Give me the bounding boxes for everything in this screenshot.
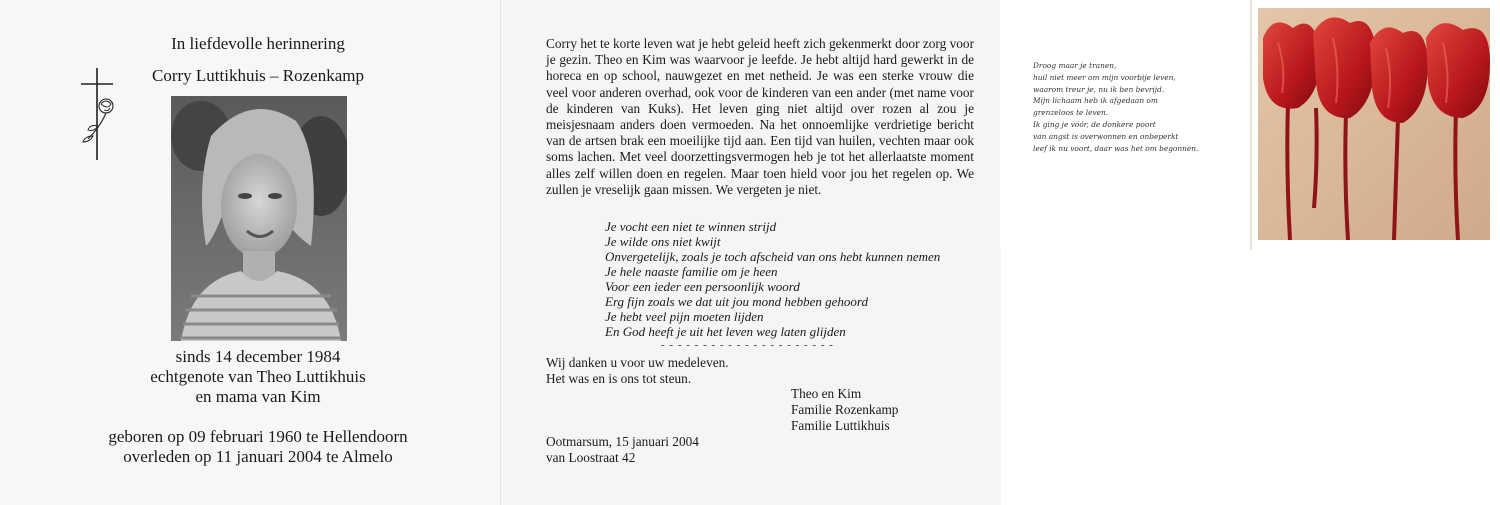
thanks-line: Het was en is ons tot steun. [546,371,692,386]
comfort-verse [1033,60,1253,154]
verse-line: huil niet meer om mijn voorbije leven, [1033,72,1176,82]
birth-line: geboren op 09 februari 1960 te Hellendoorn [108,427,408,446]
poem-line: Je wilde ons niet kwijt [605,234,721,249]
verse-line: van angst is overwonnen en onbeperkt [1033,131,1179,141]
death-line: overleden op 11 januari 2004 te Almelo [123,447,393,466]
portrait-photo [171,96,347,341]
thanks-text [546,355,729,387]
verse-line: Mijn lichaam heb ik afgedaan om [1033,96,1158,106]
poem-line: Je hebt veel pijn moeten lijden [605,309,764,324]
memorial-card-back [1000,0,1500,250]
verse-line: Ik ging je vóór, de donkere poort [1033,119,1156,129]
place-date: Ootmarsum, 15 januari 2004 [546,434,699,449]
poem-line: En God heeft je uit het leven weg laten glijden [605,324,846,339]
mother-line: en mama van Kim [195,387,321,406]
memorial-heading: In liefdevolle herinnering [171,34,345,53]
place-and-address [546,434,699,466]
separator-line: - - - - - - - - - - - - - - - - - - - - - [661,339,834,351]
verse-line: waarom treur je, nu ik ben bevrijd. [1033,84,1165,94]
signers [791,386,898,434]
tribute-text: Corry het te korte leven wat je hebt geleid heeft zich gekenmerkt door zorg voor je gezin. Theo en Kim was waarvoor je leefde. Je hebt altijd hard gewerkt in de horeca en op school, nauwgezet en met netheid. Je was een sterke vrouw die veel voor anderen overhad, ook voor de kinderen van een ander (met name voor de kinderen van Kuks). Het leven ging niet altijd over rozen al zou je meisjesnaam anders doen vermoeden. Na het onnoemlijke verdrietige bericht van de artsen brak een moeilijke tijd aan. Een tijd van huilen, vechten maar ook soms lachen. Met veel doorzettingsvermogen heb je tot het allerlaatste moment alles zelf willen doen en regelen. Maar toen hield voor jou het regelen op. We zullen je vreselijk gaan missen. We vergeten je niet. [546,36,974,197]
memorial-card-inside [500,0,1001,505]
signer: Theo en Kim [791,386,862,401]
address: van Loostraat 42 [546,450,636,465]
verse-line: grenzeloos te leven. [1033,108,1109,118]
poem-line: Je hele naaste familie om je heen [605,264,778,279]
deceased-name: Corry Luttikhuis – Rozenkamp [151,66,364,85]
thanks-line: Wij danken u voor uw medeleven. [546,355,729,370]
poem-line: Erg fijn zoals we dat uit jou mond hebben gehoord [605,294,868,309]
verse-line: leef ik nu voort, daar was het om begonnen. [1033,143,1199,153]
card-fold [1250,0,1252,250]
marriage-date: sinds 14 december 1984 [175,347,341,366]
cross-rose-icon [78,66,120,162]
poem-line: Voor een ieder een persoonlijk woord [605,279,800,294]
signer: Familie Rozenkamp [791,402,899,417]
verse-line: Droog maar je tranen, [1033,61,1117,70]
tribute-poem [605,219,965,339]
memorial-card-front [0,0,500,505]
poem-line: Je vocht een niet te winnen strijd [605,219,777,234]
signer: Familie Luttikhuis [791,418,890,433]
tulip-painting [1258,8,1490,240]
poem-line: Onvergetelijk, zoals je toch afscheid van ons hebt kunnen nemen [605,249,941,264]
spouse-line: echtgenote van Theo Luttikhuis [150,367,366,386]
